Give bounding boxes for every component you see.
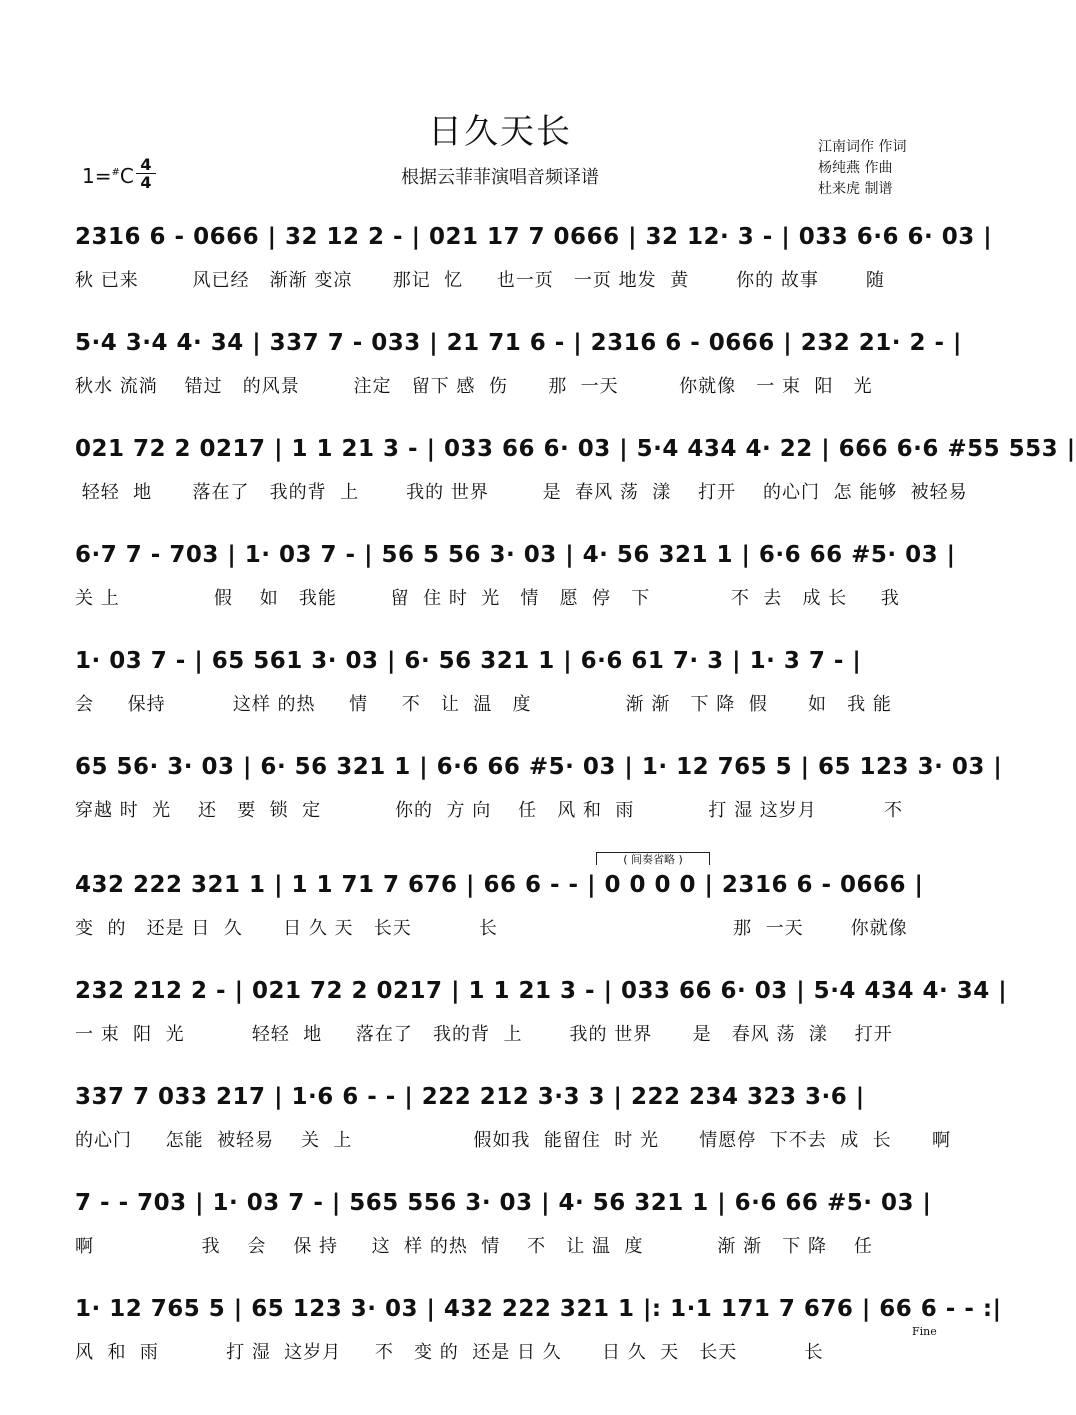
song-title: 日久天长 (428, 112, 572, 152)
song-subtitle: 根据云菲菲演唱音频译谱 (401, 167, 599, 188)
sharp-sign: # (111, 167, 120, 178)
lyric-line: 秋 已来 风已经 渐渐 变凉 那记 忆 也一页 一页 地发 黄 你的 故事 随 (75, 270, 885, 291)
notation-line: 1· 12 765 5 | 65 123 3· 03 | 432 222 321 1 |: 1·1 171 7 676 | 66 6 - - :| (75, 1296, 1002, 1322)
score-row-4 (0, 522, 1000, 630)
notation-line: 65 56· 3· 03 | 6· 56 321 1 | 6·6 66 #5· 03 | 1· 12 765 5 | 65 123 3· 03 | (75, 754, 1003, 780)
score-row-11 (0, 1276, 1000, 1384)
time-signature (136, 156, 156, 191)
score-row-8 (0, 958, 1008, 1066)
score-row-1 (0, 204, 1000, 312)
lyric-line: 穿越 时 光 还 要 锁 定 你的 方 向 任 风 和 雨 打 湿 这岁月 不 (75, 800, 904, 821)
key-prefix: 1= (82, 164, 112, 188)
notation-line: 2316 6 - 0666 | 32 12 2 - | 021 17 7 0666 | 32 12· 3 - | 033 6·6 6· 03 | (75, 224, 993, 250)
notation-line: 6·7 7 - 703 | 1· 03 7 - | 56 5 56 3· 03 | 4· 56 321 1 | 6·6 66 #5· 03 | (75, 542, 956, 568)
lyric-line: 秋水 流淌 错过 的风景 注定 留下 感 伤 那 一天 你就像 一 束 阳 光 (75, 376, 873, 397)
notation-line: 1· 03 7 - | 65 561 3· 03 | 6· 56 321 1 | 6·6 61 7· 3 | 1· 3 7 - | (75, 648, 862, 674)
lyric-line: 变 的 还是 日 久 日 久 天 长天 长 那 一天 你就像 (75, 918, 908, 939)
lyric-line: 风 和 雨 打 湿 这岁月 不 变 的 还是 日 久 日 久 天 长天 长 (75, 1342, 824, 1363)
score-row-3 (0, 416, 1076, 524)
lyric-line: 啊 我 会 保 持 这 样 的热 情 不 让 温 度 渐 渐 下 降 任 (75, 1236, 873, 1257)
notation-line: 432 222 321 1 | 1 1 71 7 676 | 66 6 - - | 0 0 0 0 | 2316 6 - 0666 | (75, 872, 924, 898)
lyric-line: 轻轻 地 落在了 我的背 上 我的 世界 是 春风 荡 漾 打开 的心门 怎 能够 被轻易 (75, 482, 968, 503)
lyric-line: 一 束 阳 光 轻轻 地 落在了 我的背 上 我的 世界 是 春风 荡 漾 打开 (75, 1024, 893, 1045)
score-row-10 (0, 1170, 1000, 1278)
lyric-line: 的心门 怎能 被轻易 关 上 假如我 能留住 时 光 情愿停 下不去 成 长 啊 (75, 1130, 951, 1151)
notation-line: 5·4 3·4 4· 34 | 337 7 - 033 | 21 71 6 - | 2316 6 - 0666 | 232 21· 2 - | (75, 330, 962, 356)
fine-marking: Fine (912, 1325, 937, 1338)
time-numerator: 4 (136, 156, 156, 174)
score-row-5 (0, 628, 1000, 736)
time-denominator: 4 (140, 173, 152, 192)
composer-credit: 杨纯燕 作曲 (818, 160, 893, 176)
credits-block (818, 137, 906, 200)
score-row-9 (0, 1064, 1000, 1172)
score-row-2 (0, 310, 1000, 418)
notation-line: 232 212 2 - | 021 72 2 0217 | 1 1 21 3 - | 033 66 6· 03 | 5·4 434 4· 34 | (75, 978, 1008, 1004)
score-row-6 (0, 734, 1003, 842)
score-row-7 (0, 852, 1000, 960)
key-signature (82, 164, 134, 188)
notation-line: 337 7 033 217 | 1·6 6 - - | 222 212 3·3 3 | 222 234 323 3·6 | (75, 1084, 865, 1110)
lyric-line: 会 保持 这样 的热 情 不 让 温 度 渐 渐 下 降 假 如 我 能 (75, 694, 892, 715)
arranger-credit: 杜来虎 制谱 (818, 181, 893, 197)
interlude-label: ( 间奏省略 ) (623, 853, 683, 866)
notation-line: 021 72 2 0217 | 1 1 21 3 - | 033 66 6· 03 | 5·4 434 4· 22 | 666 6·6 #55 553 | (75, 436, 1076, 462)
lyric-line: 关 上 假 如 我能 留 住 时 光 情 愿 停 下 不 去 成 长 我 (75, 588, 900, 609)
key-note: C (119, 164, 134, 188)
notation-line: 7 - - 703 | 1· 03 7 - | 565 556 3· 03 | 4· 56 321 1 | 6·6 66 #5· 03 | (75, 1190, 932, 1216)
lyricist-credit: 江南词作 作词 (818, 139, 907, 155)
